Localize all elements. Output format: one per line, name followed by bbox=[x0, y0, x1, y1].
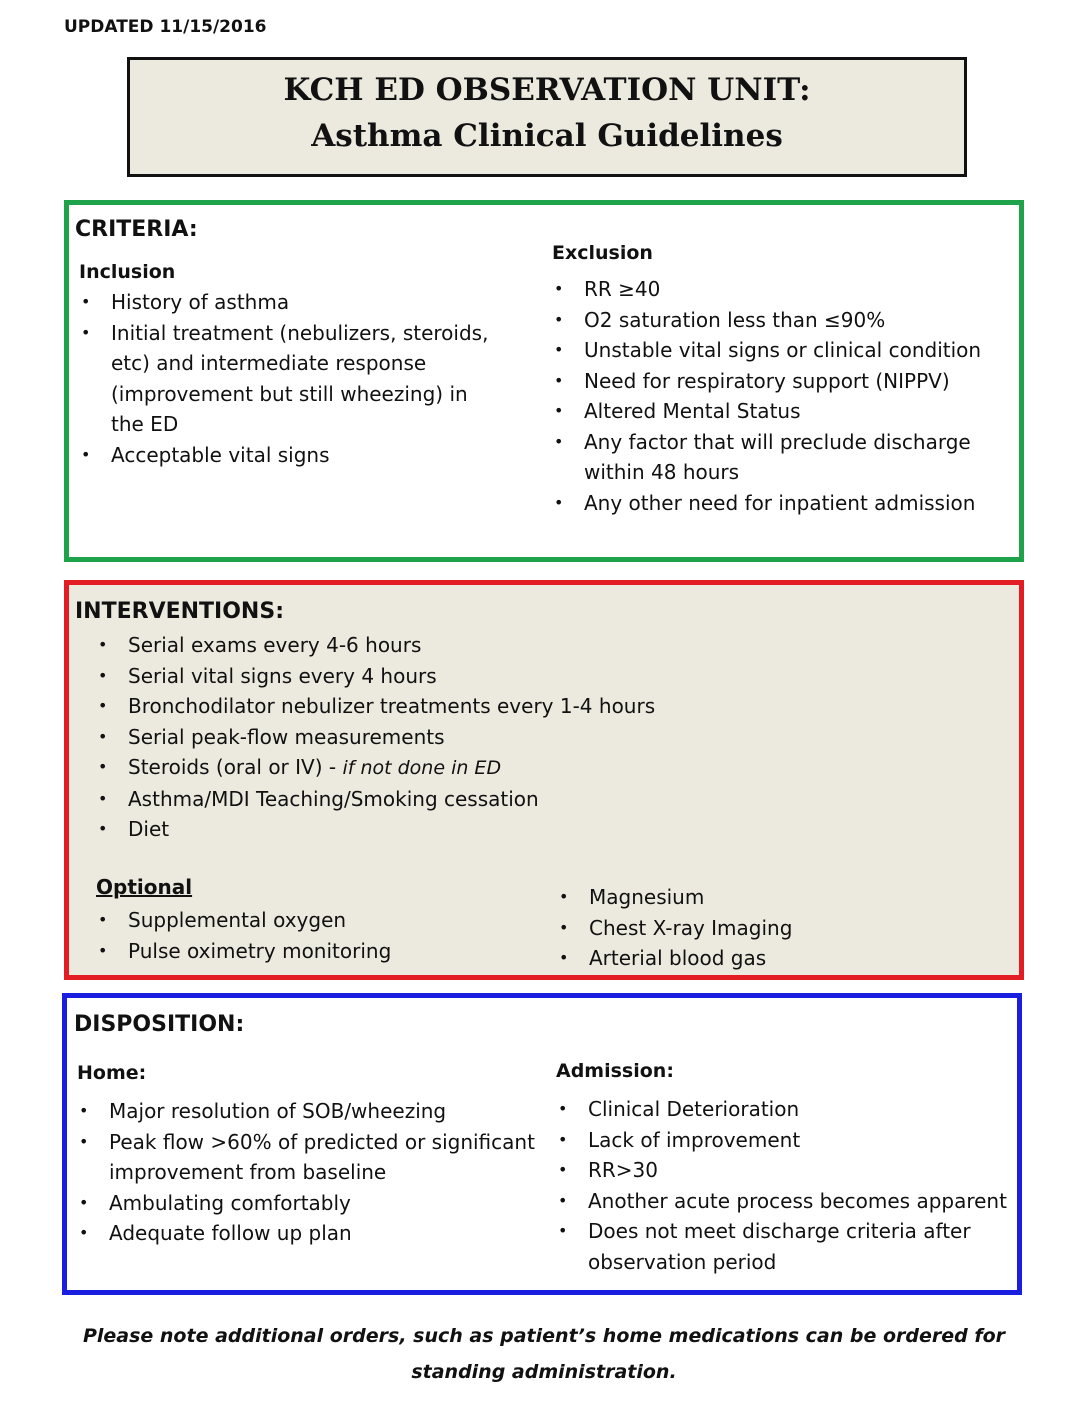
inclusion-title: Inclusion bbox=[79, 261, 176, 283]
list-item: • Bronchodilator nebulizer treatments every 1-4 hours bbox=[96, 691, 916, 722]
optional-right-list bbox=[557, 882, 977, 974]
list-item: • Serial peak-flow measurements bbox=[96, 722, 916, 753]
list-item: • Diet bbox=[96, 814, 916, 845]
list-item: • Unstable vital signs or clinical condition bbox=[552, 335, 992, 366]
list-item: • Ambulating comfortably bbox=[77, 1188, 537, 1219]
list-item: • Asthma/MDI Teaching/Smoking cessation bbox=[96, 784, 916, 815]
list-item-steroids bbox=[96, 752, 916, 784]
list-item: • RR>30 bbox=[556, 1155, 1016, 1186]
list-item: • RR ≥40 bbox=[552, 274, 992, 305]
list-item: • Does not meet discharge criteria after observation period bbox=[556, 1216, 1016, 1277]
exclusion-title: Exclusion bbox=[552, 242, 653, 264]
interventions-list bbox=[96, 630, 916, 845]
list-item: • Any factor that will preclude discharge within 48 hours bbox=[552, 427, 992, 488]
list-item: • Chest X-ray Imaging bbox=[557, 913, 977, 944]
list-item: • Altered Mental Status bbox=[552, 396, 992, 427]
optional-title: Optional bbox=[96, 875, 193, 899]
exclusion-list bbox=[552, 274, 992, 518]
list-item: • Need for respiratory support (NIPPV) bbox=[552, 366, 992, 397]
list-item: • Serial vital signs every 4 hours bbox=[96, 661, 916, 692]
list-item: • Another acute process becomes apparent bbox=[556, 1186, 1016, 1217]
title-line-1: KCH ED OBSERVATION UNIT: bbox=[283, 72, 811, 108]
home-title: Home: bbox=[77, 1062, 147, 1084]
interventions-title: INTERVENTIONS: bbox=[75, 599, 284, 624]
admission-list bbox=[556, 1094, 1016, 1277]
list-item: • Supplemental oxygen bbox=[96, 905, 516, 936]
interventions-section bbox=[64, 580, 1024, 980]
steroids-label: Steroids (oral or IV) - bbox=[128, 755, 343, 779]
title-line-2: Asthma Clinical Guidelines bbox=[311, 118, 783, 154]
list-item: • Clinical Deterioration bbox=[556, 1094, 1016, 1125]
updated-date: UPDATED 11/15/2016 bbox=[64, 17, 267, 37]
title-box bbox=[127, 57, 967, 177]
home-list bbox=[77, 1096, 537, 1249]
disposition-title: DISPOSITION: bbox=[74, 1012, 245, 1037]
list-item: • Arterial blood gas bbox=[557, 943, 977, 974]
list-item: • Magnesium bbox=[557, 882, 977, 913]
criteria-section bbox=[64, 200, 1024, 562]
footer-note: Please note additional orders, such as patient’s home medications can be ordered for standing administration. bbox=[82, 1325, 1006, 1383]
inclusion-list bbox=[79, 287, 499, 470]
list-item: • Acceptable vital signs bbox=[79, 440, 499, 471]
list-item: • Initial treatment (nebulizers, steroids, etc) and intermediate response (improvement but still wheezing) in the ED bbox=[79, 318, 499, 440]
list-item: • History of asthma bbox=[79, 287, 499, 318]
list-item: • Lack of improvement bbox=[556, 1125, 1016, 1156]
list-item: • Any other need for inpatient admission bbox=[552, 488, 992, 519]
criteria-title: CRITERIA: bbox=[75, 217, 198, 242]
list-item: • Major resolution of SOB/wheezing bbox=[77, 1096, 537, 1127]
admission-title: Admission: bbox=[556, 1060, 674, 1082]
disposition-section bbox=[62, 993, 1022, 1295]
list-item: • Peak flow >60% of predicted or significant improvement from baseline bbox=[77, 1127, 537, 1188]
list-item: • Adequate follow up plan bbox=[77, 1218, 537, 1249]
steroids-qualifier: if not done in ED bbox=[342, 757, 502, 779]
list-item: • Pulse oximetry monitoring bbox=[96, 936, 516, 967]
list-item: • Serial exams every 4-6 hours bbox=[96, 630, 916, 661]
optional-left-list bbox=[96, 905, 516, 966]
list-item: • O2 saturation less than ≤90% bbox=[552, 305, 992, 336]
